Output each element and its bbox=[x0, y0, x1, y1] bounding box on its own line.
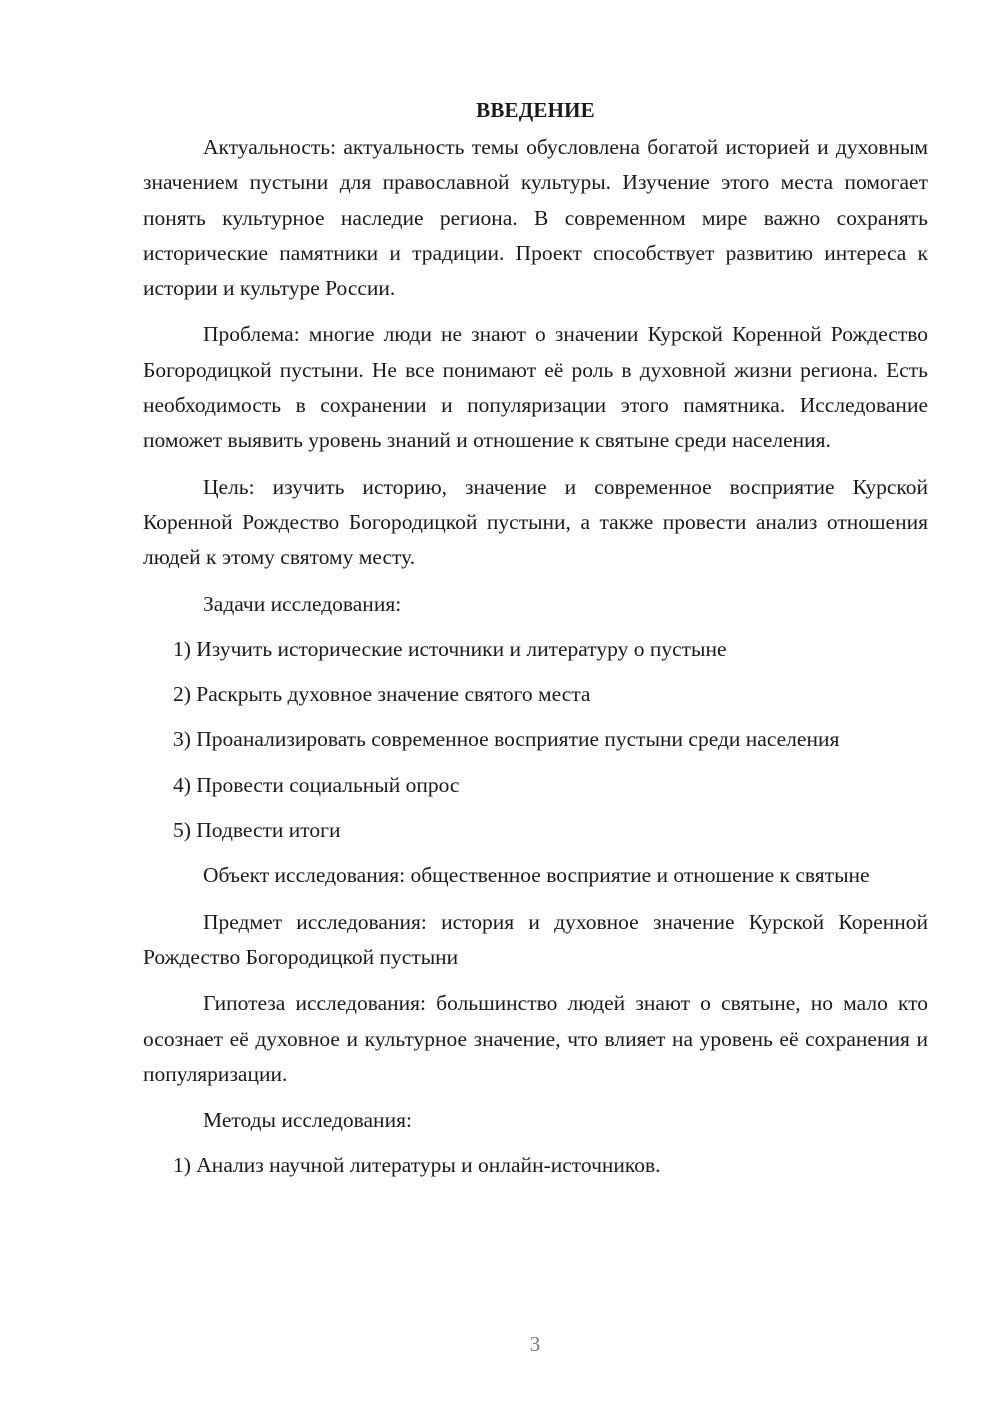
task-item-1: 1) Изучить исторические источники и литературу о пустыне bbox=[173, 636, 727, 661]
relevance-paragraph: Актуальность: актуальность темы обусловлена богатой историей и духовным значением пустыни для православной культуры. Изучение этого места помогает понять культурное наследие региона. В современном мире важно сохранять исторические памятники и традиции. Проект способствует развитию интереса к истории и культуре России. bbox=[143, 135, 928, 301]
object-paragraph: Объект исследования: общественное восприятие и отношение к святыне bbox=[203, 863, 870, 888]
document-page bbox=[143, 95, 928, 1194]
task-item-3: 3) Проанализировать современное восприятие пустыни среди населения bbox=[173, 727, 840, 752]
methods-label: Методы исследования: bbox=[203, 1108, 412, 1133]
problem-paragraph: Проблема: многие люди не знают о значении Курской Коренной Рождество Богородицкой пустыни. Не все понимают её роль в духовной жизни региона. Есть необходимость в сохранении и популяризации этого памятника. Исследование поможет выявить уровень знаний и отношение к святыне среди населения. bbox=[143, 322, 928, 453]
tasks-label: Задачи исследования: bbox=[203, 591, 402, 616]
task-item-5: 5) Подвести итоги bbox=[173, 818, 341, 843]
section-heading: ВВЕДЕНИЕ bbox=[476, 98, 595, 122]
task-item-2: 2) Раскрыть духовное значение святого места bbox=[173, 682, 591, 707]
subject-paragraph: Предмет исследования: история и духовное значение Курской Коренной Рождество Богородицкой пустыни bbox=[143, 909, 928, 969]
page-number: 3 bbox=[529, 1332, 541, 1356]
hypothesis-paragraph: Гипотеза исследования: большинство людей знают о святыне, но мало кто осознает её духовное и культурное значение, что влияет на уровень её сохранения и популяризации. bbox=[143, 991, 928, 1086]
task-item-4: 4) Провести социальный опрос bbox=[173, 772, 460, 797]
goal-paragraph: Цель: изучить историю, значение и современное восприятие Курской Коренной Рождество Богородицкой пустыни, а также провести анализ отношения людей к этому святому месту. bbox=[143, 474, 928, 570]
method-item-1: 1) Анализ научной литературы и онлайн-источников. bbox=[173, 1153, 661, 1178]
